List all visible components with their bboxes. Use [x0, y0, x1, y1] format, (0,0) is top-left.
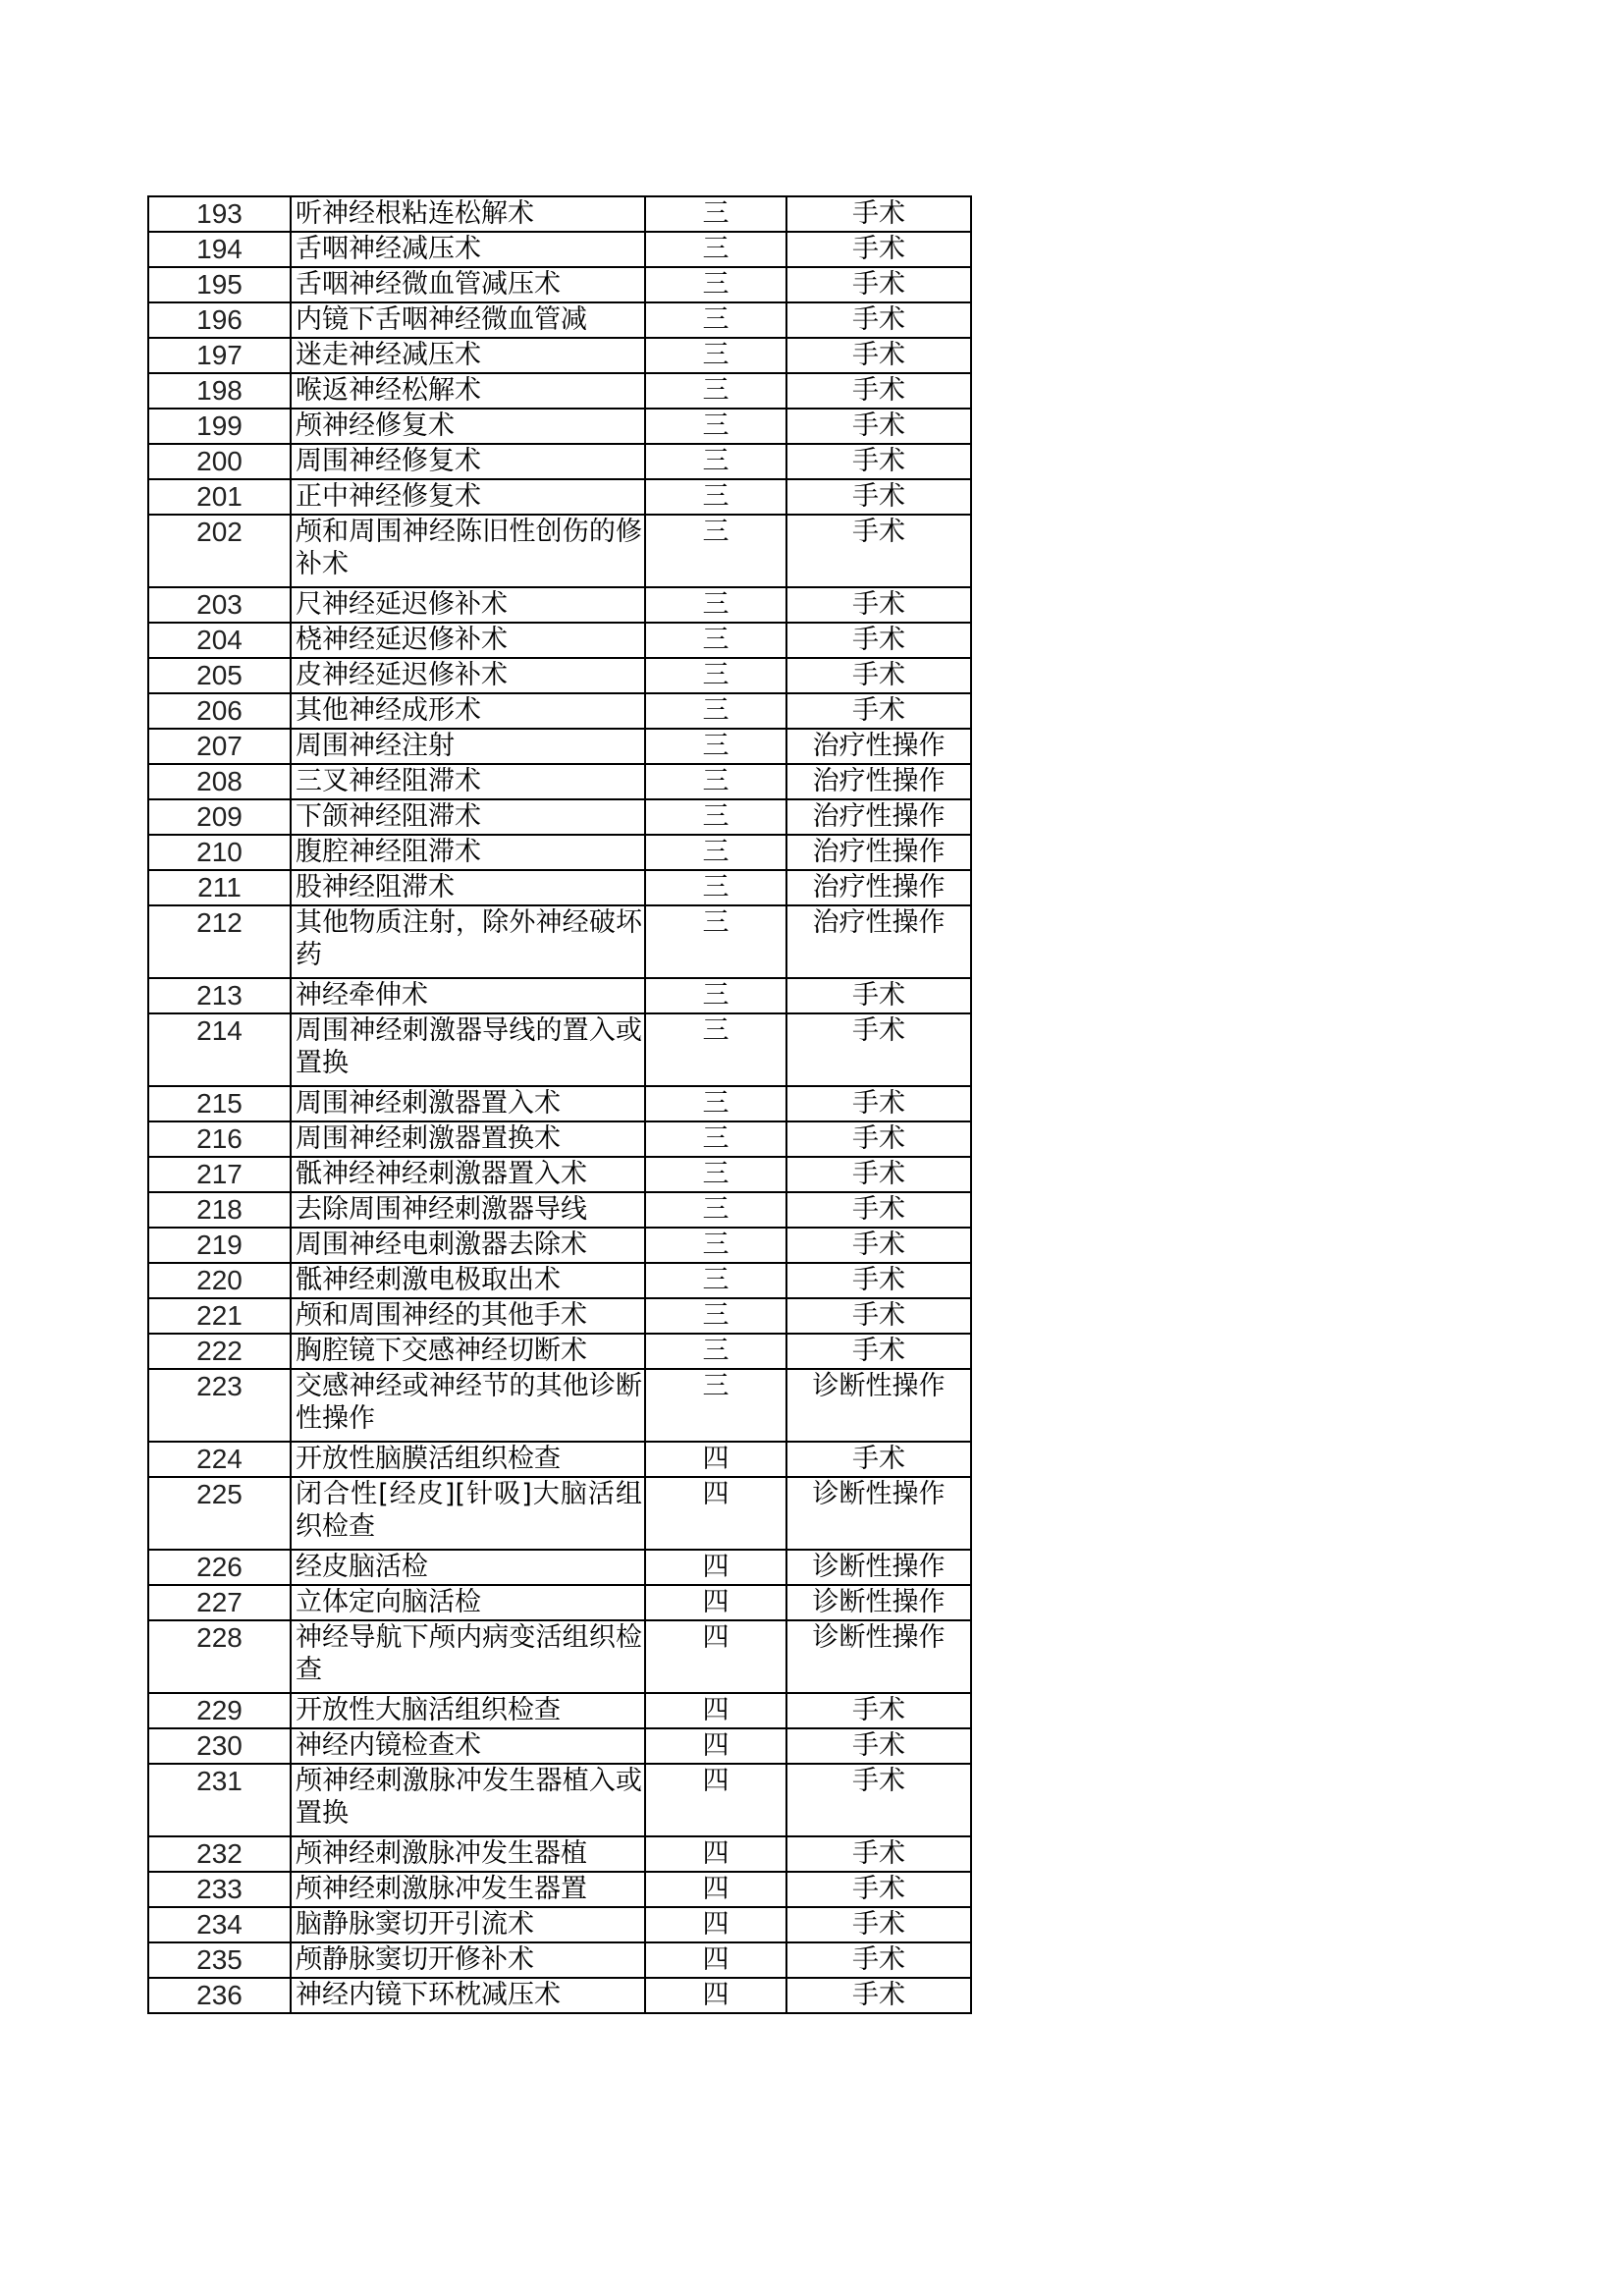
- row-number-cell: 231: [148, 1764, 291, 1836]
- procedure-type-cell: 手术: [786, 232, 971, 267]
- row-number-cell: 214: [148, 1013, 291, 1086]
- procedure-table: [147, 195, 972, 2014]
- procedure-name-cell: 脑静脉窦切开引流术: [291, 1907, 645, 1942]
- procedure-name-cell: 其他物质注射，除外神经破坏药: [291, 905, 645, 978]
- grade-cell: 三: [645, 267, 786, 302]
- grade-cell: 四: [645, 1907, 786, 1942]
- row-number-cell: 205: [148, 658, 291, 693]
- table-row: [148, 302, 971, 338]
- row-number-cell: 193: [148, 196, 291, 232]
- grade-cell: 三: [645, 764, 786, 799]
- grade-cell: 四: [645, 1836, 786, 1872]
- grade-cell: 三: [645, 409, 786, 444]
- table-row: [148, 1764, 971, 1836]
- row-number-cell: 198: [148, 373, 291, 409]
- row-number-cell: 234: [148, 1907, 291, 1942]
- table-row: [148, 1620, 971, 1693]
- table-row: [148, 196, 971, 232]
- procedure-type-cell: 手术: [786, 479, 971, 515]
- procedure-name-cell: 去除周围神经刺激器导线: [291, 1192, 645, 1228]
- procedure-name-cell: 周围神经刺激器导线的置入或置换: [291, 1013, 645, 1086]
- grade-cell: 四: [645, 1728, 786, 1764]
- row-number-cell: 195: [148, 267, 291, 302]
- procedure-name-cell: 颅静脉窦切开修补术: [291, 1942, 645, 1978]
- grade-cell: 三: [645, 1228, 786, 1263]
- procedure-name-cell: 骶神经神经刺激器置入术: [291, 1157, 645, 1192]
- procedure-name-cell: 骶神经刺激电极取出术: [291, 1263, 645, 1298]
- row-number-cell: 209: [148, 799, 291, 835]
- procedure-type-cell: 手术: [786, 1192, 971, 1228]
- procedure-type-cell: 治疗性操作: [786, 729, 971, 764]
- table-row: [148, 623, 971, 658]
- procedure-name-cell: 股神经阻滞术: [291, 870, 645, 905]
- procedure-type-cell: 手术: [786, 267, 971, 302]
- row-number-cell: 199: [148, 409, 291, 444]
- row-number-cell: 212: [148, 905, 291, 978]
- table-row: [148, 905, 971, 978]
- grade-cell: 三: [645, 587, 786, 623]
- procedure-type-cell: 手术: [786, 978, 971, 1013]
- procedure-name-cell: 颅和周围神经的其他手术: [291, 1298, 645, 1334]
- table-row: [148, 1728, 971, 1764]
- table-row: [148, 729, 971, 764]
- grade-cell: 三: [645, 693, 786, 729]
- table-row: [148, 232, 971, 267]
- procedure-type-cell: 治疗性操作: [786, 799, 971, 835]
- table-row: [148, 1334, 971, 1369]
- procedure-name-cell: 迷走神经减压术: [291, 338, 645, 373]
- procedure-type-cell: 手术: [786, 623, 971, 658]
- procedure-type-cell: 手术: [786, 1086, 971, 1121]
- grade-cell: 三: [645, 196, 786, 232]
- grade-cell: 三: [645, 799, 786, 835]
- grade-cell: 三: [645, 1263, 786, 1298]
- procedure-type-cell: 治疗性操作: [786, 764, 971, 799]
- procedure-type-cell: 手术: [786, 658, 971, 693]
- procedure-name-cell: 听神经根粘连松解术: [291, 196, 645, 232]
- grade-cell: 三: [645, 729, 786, 764]
- grade-cell: 三: [645, 870, 786, 905]
- row-number-cell: 204: [148, 623, 291, 658]
- table-row: [148, 338, 971, 373]
- procedure-type-cell: 手术: [786, 587, 971, 623]
- procedure-name-cell: 颅神经刺激脉冲发生器植: [291, 1836, 645, 1872]
- table-row: [148, 1836, 971, 1872]
- procedure-type-cell: 手术: [786, 373, 971, 409]
- grade-cell: 三: [645, 302, 786, 338]
- grade-cell: 四: [645, 1550, 786, 1585]
- procedure-name-cell: 腹腔神经阻滞术: [291, 835, 645, 870]
- procedure-name-cell: 立体定向脑活检: [291, 1585, 645, 1620]
- grade-cell: 四: [645, 1442, 786, 1477]
- procedure-table-body: [148, 196, 971, 2013]
- row-number-cell: 235: [148, 1942, 291, 1978]
- row-number-cell: 215: [148, 1086, 291, 1121]
- procedure-type-cell: 手术: [786, 1013, 971, 1086]
- grade-cell: 四: [645, 1585, 786, 1620]
- procedure-name-cell: 开放性大脑活组织检查: [291, 1693, 645, 1728]
- row-number-cell: 216: [148, 1121, 291, 1157]
- procedure-name-cell: 喉返神经松解术: [291, 373, 645, 409]
- procedure-type-cell: 诊断性操作: [786, 1369, 971, 1442]
- row-number-cell: 207: [148, 729, 291, 764]
- grade-cell: 四: [645, 1693, 786, 1728]
- procedure-name-cell: 神经导航下颅内病变活组织检查: [291, 1620, 645, 1693]
- procedure-name-cell: 正中神经修复术: [291, 479, 645, 515]
- grade-cell: 三: [645, 1013, 786, 1086]
- table-row: [148, 1369, 971, 1442]
- row-number-cell: 197: [148, 338, 291, 373]
- row-number-cell: 211: [148, 870, 291, 905]
- table-row: [148, 1442, 971, 1477]
- procedure-type-cell: 手术: [786, 1693, 971, 1728]
- procedure-name-cell: 周围神经注射: [291, 729, 645, 764]
- row-number-cell: 210: [148, 835, 291, 870]
- procedure-type-cell: 手术: [786, 1728, 971, 1764]
- table-row: [148, 1228, 971, 1263]
- grade-cell: 三: [645, 1298, 786, 1334]
- table-row: [148, 1942, 971, 1978]
- table-row: [148, 1086, 971, 1121]
- grade-cell: 三: [645, 232, 786, 267]
- procedure-name-cell: 三叉神经阻滞术: [291, 764, 645, 799]
- procedure-type-cell: 手术: [786, 515, 971, 587]
- grade-cell: 三: [645, 978, 786, 1013]
- table-row: [148, 1978, 971, 2013]
- procedure-type-cell: 手术: [786, 1263, 971, 1298]
- procedure-name-cell: 颅神经刺激脉冲发生器植入或置换: [291, 1764, 645, 1836]
- grade-cell: 三: [645, 1086, 786, 1121]
- row-number-cell: 203: [148, 587, 291, 623]
- row-number-cell: 228: [148, 1620, 291, 1693]
- row-number-cell: 196: [148, 302, 291, 338]
- procedure-name-cell: 颅神经修复术: [291, 409, 645, 444]
- table-row: [148, 1585, 971, 1620]
- procedure-type-cell: 手术: [786, 1298, 971, 1334]
- table-row: [148, 1121, 971, 1157]
- table-row: [148, 1013, 971, 1086]
- procedure-name-cell: 开放性脑膜活组织检查: [291, 1442, 645, 1477]
- row-number-cell: 194: [148, 232, 291, 267]
- procedure-type-cell: 手术: [786, 409, 971, 444]
- procedure-type-cell: 手术: [786, 693, 971, 729]
- procedure-name-cell: 桡神经延迟修补术: [291, 623, 645, 658]
- procedure-name-cell: 皮神经延迟修补术: [291, 658, 645, 693]
- procedure-name-cell: 周围神经修复术: [291, 444, 645, 479]
- procedure-type-cell: 诊断性操作: [786, 1620, 971, 1693]
- grade-cell: 三: [645, 444, 786, 479]
- procedure-type-cell: 治疗性操作: [786, 905, 971, 978]
- grade-cell: 四: [645, 1978, 786, 2013]
- row-number-cell: 213: [148, 978, 291, 1013]
- table-row: [148, 799, 971, 835]
- row-number-cell: 206: [148, 693, 291, 729]
- procedure-name-cell: 神经内镜下环枕减压术: [291, 1978, 645, 2013]
- grade-cell: 四: [645, 1942, 786, 1978]
- table-row: [148, 1550, 971, 1585]
- table-row: [148, 835, 971, 870]
- row-number-cell: 223: [148, 1369, 291, 1442]
- procedure-type-cell: 手术: [786, 1872, 971, 1907]
- grade-cell: 三: [645, 623, 786, 658]
- grade-cell: 三: [645, 338, 786, 373]
- row-number-cell: 201: [148, 479, 291, 515]
- procedure-name-cell: 舌咽神经微血管减压术: [291, 267, 645, 302]
- procedure-name-cell: 神经内镜检查术: [291, 1728, 645, 1764]
- table-row: [148, 587, 971, 623]
- row-number-cell: 226: [148, 1550, 291, 1585]
- procedure-name-cell: 周围神经刺激器置入术: [291, 1086, 645, 1121]
- procedure-type-cell: 手术: [786, 1121, 971, 1157]
- procedure-type-cell: 手术: [786, 1836, 971, 1872]
- row-number-cell: 233: [148, 1872, 291, 1907]
- row-number-cell: 227: [148, 1585, 291, 1620]
- procedure-type-cell: 手术: [786, 1334, 971, 1369]
- procedure-type-cell: 手术: [786, 1157, 971, 1192]
- row-number-cell: 222: [148, 1334, 291, 1369]
- table-row: [148, 764, 971, 799]
- table-row: [148, 1907, 971, 1942]
- table-row: [148, 1263, 971, 1298]
- procedure-type-cell: 诊断性操作: [786, 1585, 971, 1620]
- procedure-name-cell: 胸腔镜下交感神经切断术: [291, 1334, 645, 1369]
- row-number-cell: 232: [148, 1836, 291, 1872]
- table-row: [148, 409, 971, 444]
- procedure-name-cell: 周围神经电刺激器去除术: [291, 1228, 645, 1263]
- grade-cell: 四: [645, 1872, 786, 1907]
- grade-cell: 三: [645, 479, 786, 515]
- grade-cell: 三: [645, 905, 786, 978]
- procedure-name-cell: 神经牵伸术: [291, 978, 645, 1013]
- row-number-cell: 208: [148, 764, 291, 799]
- procedure-type-cell: 治疗性操作: [786, 870, 971, 905]
- table-row: [148, 1192, 971, 1228]
- grade-cell: 三: [645, 1369, 786, 1442]
- row-number-cell: 219: [148, 1228, 291, 1263]
- row-number-cell: 225: [148, 1477, 291, 1550]
- table-row: [148, 479, 971, 515]
- grade-cell: 四: [645, 1477, 786, 1550]
- grade-cell: 三: [645, 658, 786, 693]
- procedure-name-cell: 周围神经刺激器置换术: [291, 1121, 645, 1157]
- procedure-type-cell: 手术: [786, 1442, 971, 1477]
- procedure-type-cell: 手术: [786, 196, 971, 232]
- grade-cell: 四: [645, 1620, 786, 1693]
- grade-cell: 三: [645, 515, 786, 587]
- table-row: [148, 373, 971, 409]
- row-number-cell: 224: [148, 1442, 291, 1477]
- grade-cell: 三: [645, 373, 786, 409]
- procedure-type-cell: 治疗性操作: [786, 835, 971, 870]
- procedure-name-cell: 舌咽神经减压术: [291, 232, 645, 267]
- procedure-type-cell: 诊断性操作: [786, 1477, 971, 1550]
- table-row: [148, 1693, 971, 1728]
- grade-cell: 三: [645, 835, 786, 870]
- procedure-name-cell: 尺神经延迟修补术: [291, 587, 645, 623]
- procedure-type-cell: 手术: [786, 1764, 971, 1836]
- table-row: [148, 978, 971, 1013]
- table-row: [148, 1157, 971, 1192]
- table-row: [148, 1298, 971, 1334]
- row-number-cell: 218: [148, 1192, 291, 1228]
- table-row: [148, 693, 971, 729]
- table-row: [148, 444, 971, 479]
- row-number-cell: 202: [148, 515, 291, 587]
- table-row: [148, 1872, 971, 1907]
- procedure-type-cell: 手术: [786, 302, 971, 338]
- grade-cell: 四: [645, 1764, 786, 1836]
- row-number-cell: 220: [148, 1263, 291, 1298]
- table-row: [148, 267, 971, 302]
- procedure-type-cell: 手术: [786, 338, 971, 373]
- table-row: [148, 515, 971, 587]
- row-number-cell: 200: [148, 444, 291, 479]
- procedure-name-cell: 颅和周围神经陈旧性创伤的修补术: [291, 515, 645, 587]
- procedure-type-cell: 手术: [786, 1907, 971, 1942]
- procedure-name-cell: 下颌神经阻滞术: [291, 799, 645, 835]
- procedure-type-cell: 诊断性操作: [786, 1550, 971, 1585]
- row-number-cell: 221: [148, 1298, 291, 1334]
- table-row: [148, 870, 971, 905]
- grade-cell: 三: [645, 1192, 786, 1228]
- row-number-cell: 229: [148, 1693, 291, 1728]
- grade-cell: 三: [645, 1157, 786, 1192]
- procedure-name-cell: 闭合性[经皮][针吸]大脑活组织检查: [291, 1477, 645, 1550]
- procedure-name-cell: 内镜下舌咽神经微血管减: [291, 302, 645, 338]
- grade-cell: 三: [645, 1334, 786, 1369]
- row-number-cell: 236: [148, 1978, 291, 2013]
- procedure-type-cell: 手术: [786, 444, 971, 479]
- procedure-type-cell: 手术: [786, 1978, 971, 2013]
- procedure-type-cell: 手术: [786, 1942, 971, 1978]
- row-number-cell: 217: [148, 1157, 291, 1192]
- row-number-cell: 230: [148, 1728, 291, 1764]
- procedure-name-cell: 经皮脑活检: [291, 1550, 645, 1585]
- procedure-type-cell: 手术: [786, 1228, 971, 1263]
- procedure-name-cell: 交感神经或神经节的其他诊断性操作: [291, 1369, 645, 1442]
- procedure-name-cell: 颅神经刺激脉冲发生器置: [291, 1872, 645, 1907]
- table-row: [148, 658, 971, 693]
- procedure-name-cell: 其他神经成形术: [291, 693, 645, 729]
- grade-cell: 三: [645, 1121, 786, 1157]
- table-row: [148, 1477, 971, 1550]
